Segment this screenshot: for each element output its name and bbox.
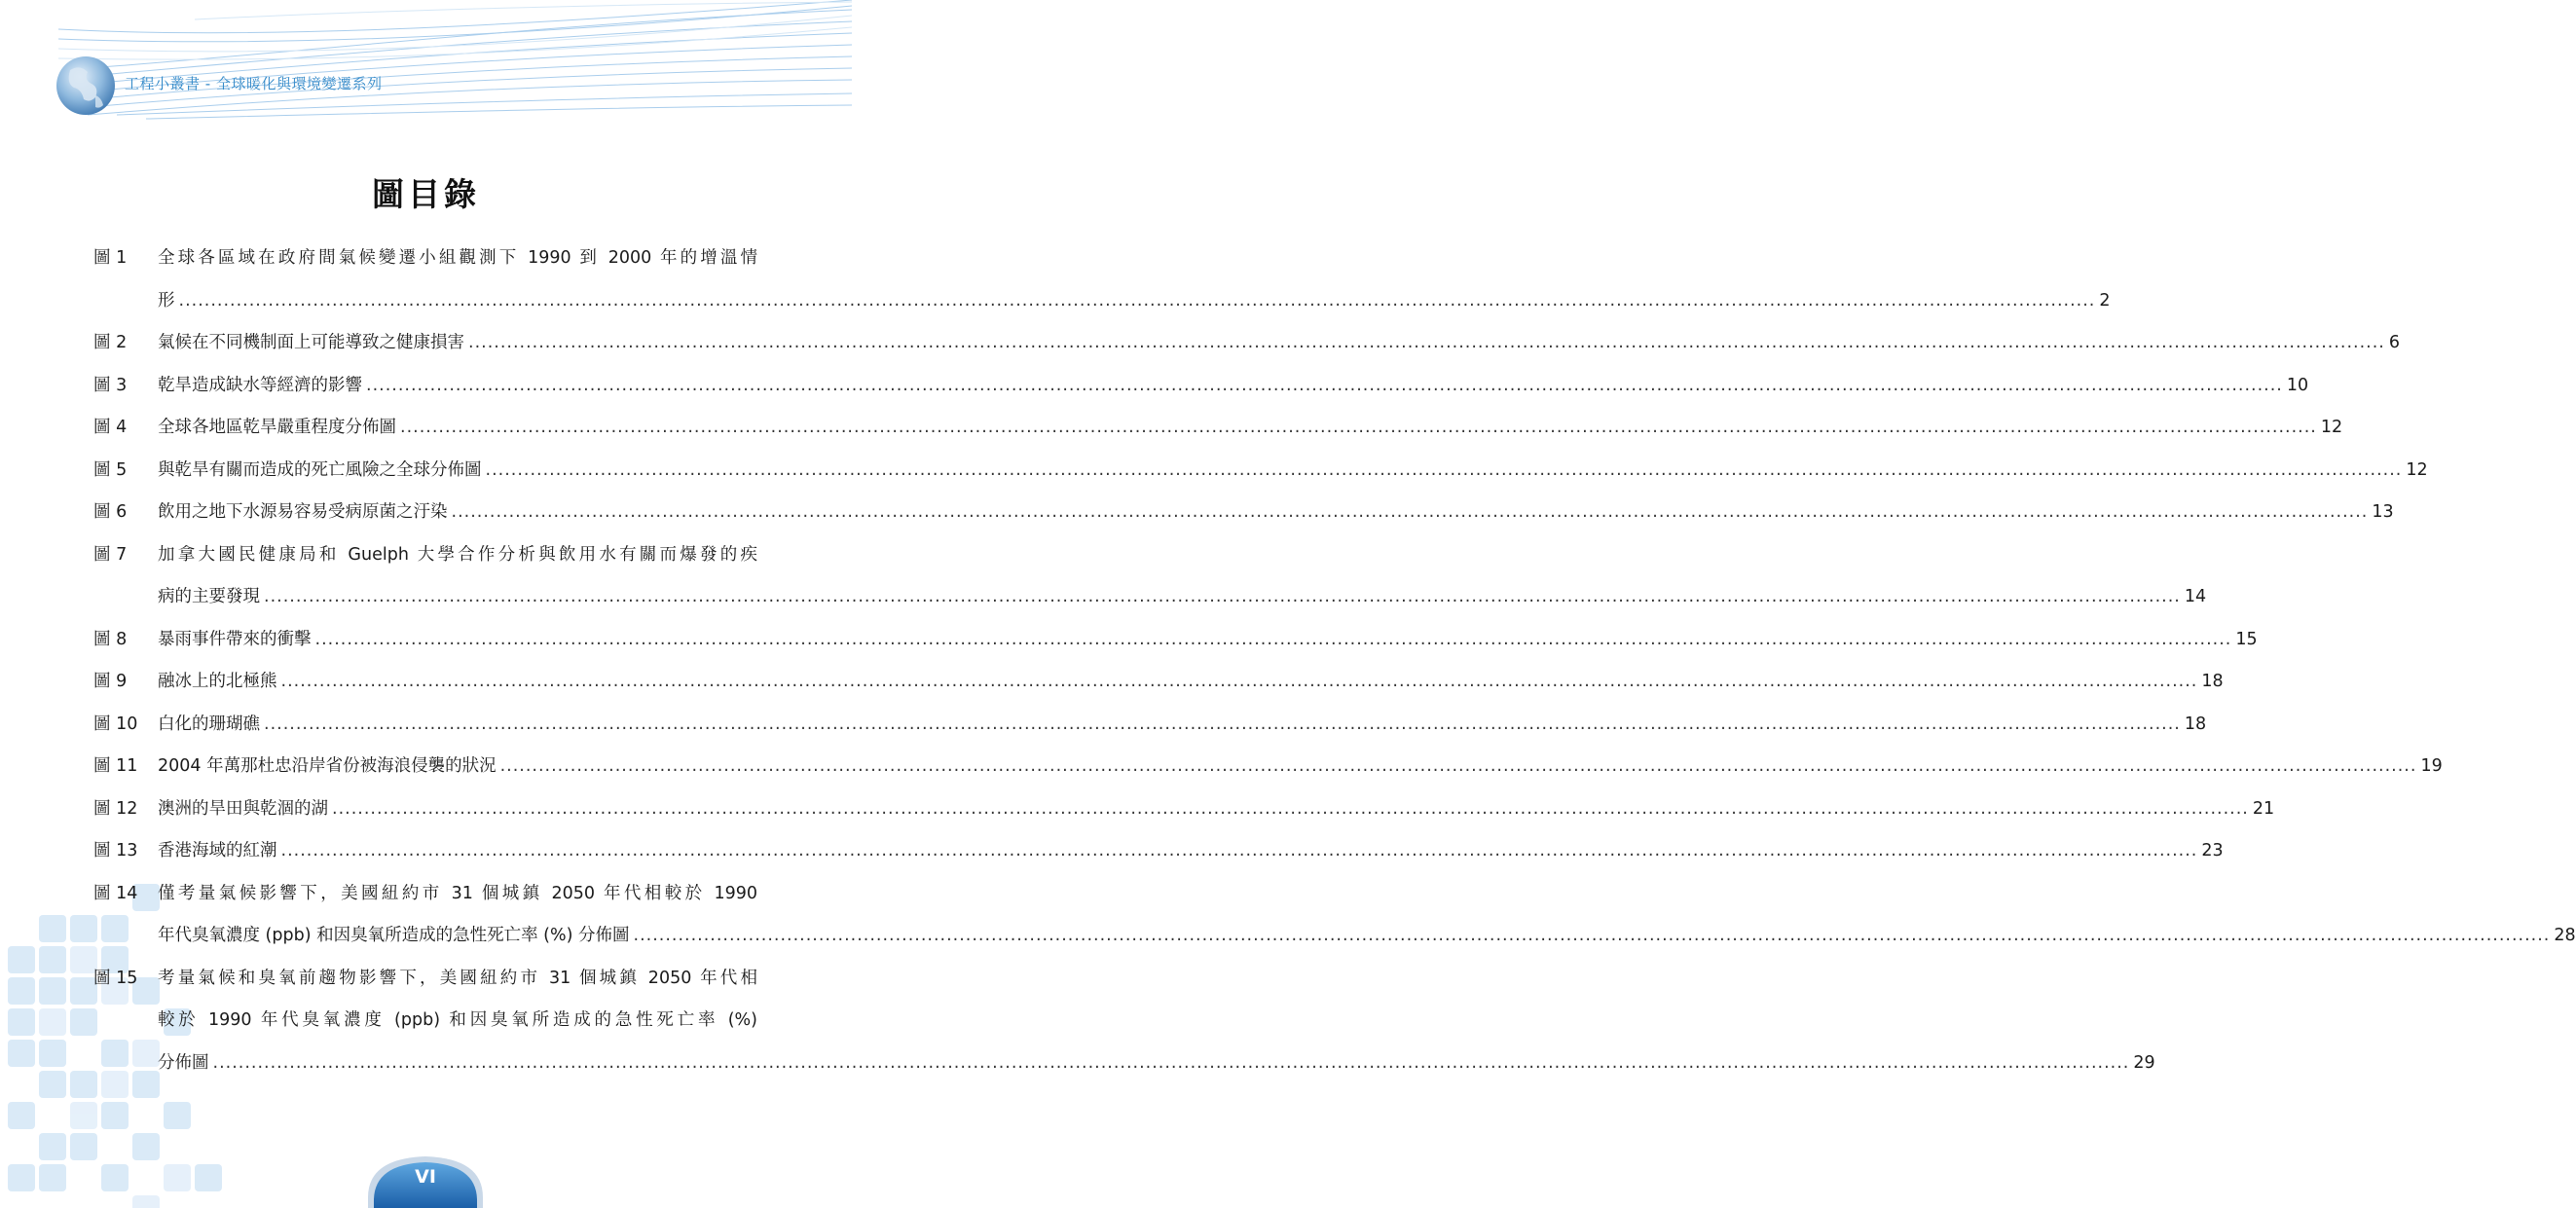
figure-caption-line: 較於 1990 年代臭氧濃度 (ppb) 和因臭氧所造成的急性死亡率 (%) xyxy=(158,1010,757,1030)
dot-leader: ............................................................................................................................................................................................................................................................................................................ xyxy=(314,629,2232,649)
figure-entry[interactable] xyxy=(93,704,2207,747)
figure-number: 圖 10 xyxy=(93,714,138,734)
figure-number: 圖 2 xyxy=(93,333,128,352)
page-title: 圖目錄 xyxy=(372,175,480,213)
figure-caption: 飲用之地下水源易容易受病原菌之汙染 xyxy=(158,502,448,522)
dot-leader: ............................................................................................................................................................................................................................................................................................................ xyxy=(332,798,2249,819)
series-title: 工程小叢書 - 全球暖化與環境變遷系列 xyxy=(125,75,383,92)
figure-caption: 2004 年萬那杜忠沿岸省份被海浪侵襲的狀況 xyxy=(158,756,497,776)
figure-number: 圖 7 xyxy=(93,544,128,565)
figure-number: 圖 5 xyxy=(93,459,128,480)
figure-entry[interactable] xyxy=(93,661,2224,704)
page-reference: 23 xyxy=(2201,841,2224,860)
dot-leader: ............................................................................................................................................................................................................................................................................................................ xyxy=(451,502,2369,522)
dot-leader: ............................................................................................................................................................................................................................................................................................................ xyxy=(633,926,2551,945)
figure-caption-line: 全球各區域在政府間氣候變遷小組觀測下 1990 到 2000 年的增溫情 xyxy=(158,248,757,268)
dot-leader: ............................................................................................................................................................................................................................................................................................................ xyxy=(468,333,2385,352)
dot-leader: ............................................................................................................................................................................................................................................................................................................ xyxy=(280,672,2198,691)
figure-caption: 融冰上的北極熊 xyxy=(158,672,277,691)
dot-leader: ............................................................................................................................................................................................................................................................................................................ xyxy=(366,375,2283,395)
figure-caption-line: 加拿大國民健康局和 Guelph 大學合作分析與飲用水有關而爆發的疾 xyxy=(158,544,757,565)
page-reference: 28 xyxy=(2554,926,2576,945)
page-reference: 18 xyxy=(2201,672,2224,691)
figure-number: 圖 15 xyxy=(93,968,138,988)
figure-number: 圖 4 xyxy=(93,418,128,437)
figure-caption: 澳洲的旱田與乾涸的湖 xyxy=(158,798,328,819)
page-reference: 12 xyxy=(2320,418,2343,437)
dot-leader: ............................................................................................................................................................................................................................................................................................................ xyxy=(280,841,2198,860)
page-reference: 21 xyxy=(2252,798,2275,819)
figure-entry[interactable] xyxy=(93,322,2400,365)
page-reference: 13 xyxy=(2372,502,2394,522)
figure-caption: 年代臭氧濃度 (ppb) 和因臭氧所造成的急性死亡率 (%) 分佈圖 xyxy=(158,926,630,945)
dot-leader: ............................................................................................................................................................................................................................................................................................................ xyxy=(264,587,2181,606)
figure-caption: 香港海域的紅潮 xyxy=(158,841,277,860)
figure-entry[interactable] xyxy=(93,788,2275,831)
figure-caption-line: 考量氣候和臭氧前趨物影響下，美國紐約市 31 個城鎮 2050 年代相 xyxy=(158,968,757,988)
page-reference: 29 xyxy=(2133,1052,2155,1073)
page-reference: 10 xyxy=(2286,375,2309,395)
figure-number: 圖 6 xyxy=(93,502,128,522)
figure-entry[interactable] xyxy=(93,238,2111,322)
figure-caption: 病的主要發現 xyxy=(158,587,260,606)
figure-entry[interactable] xyxy=(93,450,2428,493)
figure-entry[interactable] xyxy=(93,958,2155,1085)
dot-leader: ............................................................................................................................................................................................................................................................................................................ xyxy=(212,1052,2130,1073)
page-number: VI xyxy=(415,1166,436,1188)
figure-caption: 分佈圖 xyxy=(158,1052,209,1073)
figure-number: 圖 14 xyxy=(93,883,138,903)
figure-caption: 與乾旱有關而造成的死亡風險之全球分佈圖 xyxy=(158,459,482,480)
figure-number: 圖 8 xyxy=(93,629,128,649)
figure-caption: 全球各地區乾旱嚴重程度分佈圖 xyxy=(158,418,396,437)
figure-caption: 氣候在不同機制面上可能導致之健康損害 xyxy=(158,333,464,352)
figure-caption-line: 僅考量氣候影響下，美國紐約市 31 個城鎮 2050 年代相較於 1990 xyxy=(158,883,757,903)
dot-leader: ............................................................................................................................................................................................................................................................................................................ xyxy=(485,459,2403,480)
dot-leader: ............................................................................................................................................................................................................................................................................................................ xyxy=(499,756,2417,776)
figure-entry[interactable] xyxy=(93,492,2394,534)
figure-caption: 暴雨事件帶來的衝擊 xyxy=(158,629,312,649)
figure-entry[interactable] xyxy=(93,830,2224,873)
figure-number: 圖 11 xyxy=(93,756,138,776)
figure-list xyxy=(93,238,2576,1084)
page-reference: 19 xyxy=(2420,756,2443,776)
figure-entry[interactable] xyxy=(93,365,2309,408)
figure-number: 圖 1 xyxy=(93,248,128,268)
figure-number: 圖 3 xyxy=(93,375,128,395)
globe-icon xyxy=(56,56,115,115)
figure-entry[interactable] xyxy=(93,619,2258,662)
figure-entry[interactable] xyxy=(93,746,2443,788)
figure-caption: 白化的珊瑚礁 xyxy=(158,714,260,734)
dot-leader: ............................................................................................................................................................................................................................................................................................................ xyxy=(264,714,2181,734)
figure-number: 圖 12 xyxy=(93,798,138,819)
dot-leader: ............................................................................................................................................................................................................................................................................................................ xyxy=(178,290,2096,311)
figure-number: 圖 9 xyxy=(93,672,128,691)
page-reference: 12 xyxy=(2406,459,2428,480)
page-reference: 14 xyxy=(2184,587,2207,606)
dot-leader: ............................................................................................................................................................................................................................................................................................................ xyxy=(400,418,2317,437)
header-swoosh-lines-light xyxy=(58,2,852,59)
figure-caption: 形 xyxy=(158,290,175,311)
page-reference: 2 xyxy=(2099,290,2111,311)
figure-number: 圖 13 xyxy=(93,841,138,860)
page-reference: 6 xyxy=(2388,333,2400,352)
figure-entry[interactable] xyxy=(93,534,2207,619)
figure-entry[interactable] xyxy=(93,407,2343,450)
page-reference: 15 xyxy=(2235,629,2258,649)
figure-entry[interactable] xyxy=(93,873,2576,958)
page-reference: 18 xyxy=(2184,714,2207,734)
figure-caption: 乾旱造成缺水等經濟的影響 xyxy=(158,375,362,395)
